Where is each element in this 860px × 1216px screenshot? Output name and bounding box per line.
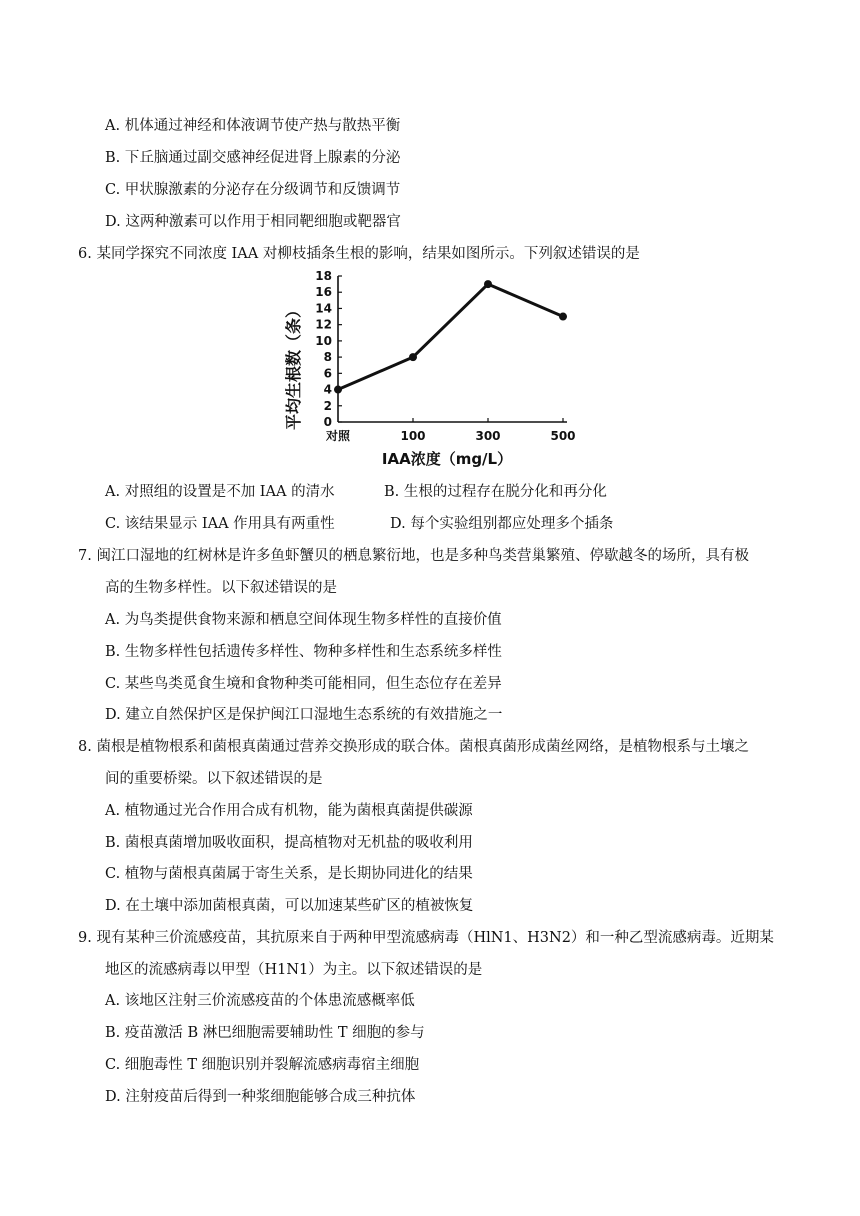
q7-option-c: C. 某些鸟类觅食生境和食物种类可能相同，但生态位存在差异 bbox=[105, 676, 502, 692]
q9-option-a: A. 该地区注射三价流感疫苗的个体患流感概率低 bbox=[105, 993, 415, 1009]
q9-option-d: D. 注射疫苗后得到一种浆细胞能够合成三种抗体 bbox=[105, 1089, 416, 1105]
x-tick-label: 100 bbox=[400, 429, 426, 443]
x-tick-label: 300 bbox=[475, 429, 501, 443]
x-tick-label: 对照 bbox=[325, 429, 351, 443]
q7-option-d: D. 建立自然保护区是保护闽江口湿地生态系统的有效措施之一 bbox=[105, 707, 503, 723]
q6-option-d: D. 每个实验组别都应处理多个插条 bbox=[390, 516, 614, 532]
q9-option-c: C. 细胞毒性 T 细胞识别并裂解流感病毒宿主细胞 bbox=[105, 1057, 420, 1073]
q5-option-d: D. 这两种激素可以作用于相同靶细胞或靶器官 bbox=[105, 214, 401, 230]
series-line bbox=[334, 280, 567, 393]
q8-stem-line1: 8. 菌根是植物根系和菌根真菌通过营养交换形成的联合体。菌根真菌形成菌丝网络，是植物根系与土壤之 bbox=[78, 739, 749, 755]
data-point bbox=[334, 386, 342, 394]
q6-option-c: C. 该结果显示 IAA 作用具有两重性 bbox=[105, 516, 335, 532]
q6-option-a: A. 对照组的设置是不加 IAA 的清水 bbox=[105, 484, 335, 500]
q7-option-a: A. 为鸟类提供食物来源和栖息空间体现生物多样性的直接价值 bbox=[105, 612, 502, 628]
q7-option-b: B. 生物多样性包括遗传多样性、物种多样性和生态系统多样性 bbox=[105, 644, 502, 660]
q9-stem-line1: 9. 现有某种三价流感疫苗，其抗原来自于两种甲型流感病毒（HlN1、H3N2）和一种乙型流感病毒。近期某 bbox=[78, 930, 774, 946]
y-tick-label: 0 bbox=[323, 415, 332, 429]
iaa-rooting-chart bbox=[282, 266, 582, 472]
q7-stem-line1: 7. 闽江口湿地的红树林是许多鱼虾蟹贝的栖息繁衍地，也是多种鸟类营巢繁殖、停歇越冬的场所，具有极 bbox=[78, 548, 749, 564]
q8-option-d: D. 在土壤中添加菌根真菌，可以加速某些矿区的植被恢复 bbox=[105, 898, 474, 914]
q8-stem-line2: 间的重要桥梁。以下叙述错误的是 bbox=[105, 771, 323, 787]
data-point bbox=[484, 280, 492, 288]
y-tick-label: 4 bbox=[323, 382, 332, 397]
y-tick-label: 10 bbox=[315, 333, 332, 348]
y-tick-label: 14 bbox=[315, 301, 332, 316]
q7-stem-line2: 高的生物多样性。以下叙述错误的是 bbox=[105, 580, 337, 596]
y-tick-label: 12 bbox=[315, 317, 332, 332]
q6-option-b: B. 生根的过程存在脱分化和再分化 bbox=[384, 484, 607, 500]
q8-option-b: B. 菌根真菌增加吸收面积，提高植物对无机盐的吸收利用 bbox=[105, 835, 473, 851]
data-point bbox=[409, 353, 417, 361]
x-axis-label: IAA浓度（mg/L） bbox=[381, 450, 513, 468]
q5-option-b: B. 下丘脑通过副交感神经促进肾上腺素的分泌 bbox=[105, 150, 401, 166]
x-tick-labels bbox=[325, 428, 576, 443]
q6-stem: 6. 某同学探究不同浓度 IAA 对柳枝插条生根的影响，结果如图所示。下列叙述错误的是 bbox=[78, 246, 640, 262]
y-tick-label: 6 bbox=[323, 366, 332, 381]
chart-axes bbox=[338, 276, 567, 422]
y-tick-label: 8 bbox=[323, 350, 332, 365]
y-tick-label: 2 bbox=[323, 398, 332, 413]
q8-option-a: A. 植物通过光合作用合成有机物，能为菌根真菌提供碳源 bbox=[105, 803, 473, 819]
y-tick-label: 16 bbox=[315, 285, 332, 300]
q5-option-c: C. 甲状腺激素的分泌存在分级调节和反馈调节 bbox=[105, 182, 401, 198]
series-path bbox=[338, 284, 563, 389]
x-tick-label: 500 bbox=[550, 429, 576, 443]
q9-option-b: B. 疫苗激活 B 淋巴细胞需要辅助性 T 细胞的参与 bbox=[105, 1025, 425, 1041]
y-tick-label: 18 bbox=[315, 269, 332, 283]
y-axis-label: 平均生根数（条） bbox=[284, 301, 303, 431]
y-tick-labels bbox=[315, 269, 332, 429]
q8-option-c: C. 植物与菌根真菌属于寄生关系，是长期协同进化的结果 bbox=[105, 866, 473, 882]
q5-option-a: A. 机体通过神经和体液调节使产热与散热平衡 bbox=[105, 118, 401, 134]
data-point bbox=[559, 313, 567, 321]
q9-stem-line2: 地区的流感病毒以甲型（H1N1）为主。以下叙述错误的是 bbox=[105, 962, 483, 978]
